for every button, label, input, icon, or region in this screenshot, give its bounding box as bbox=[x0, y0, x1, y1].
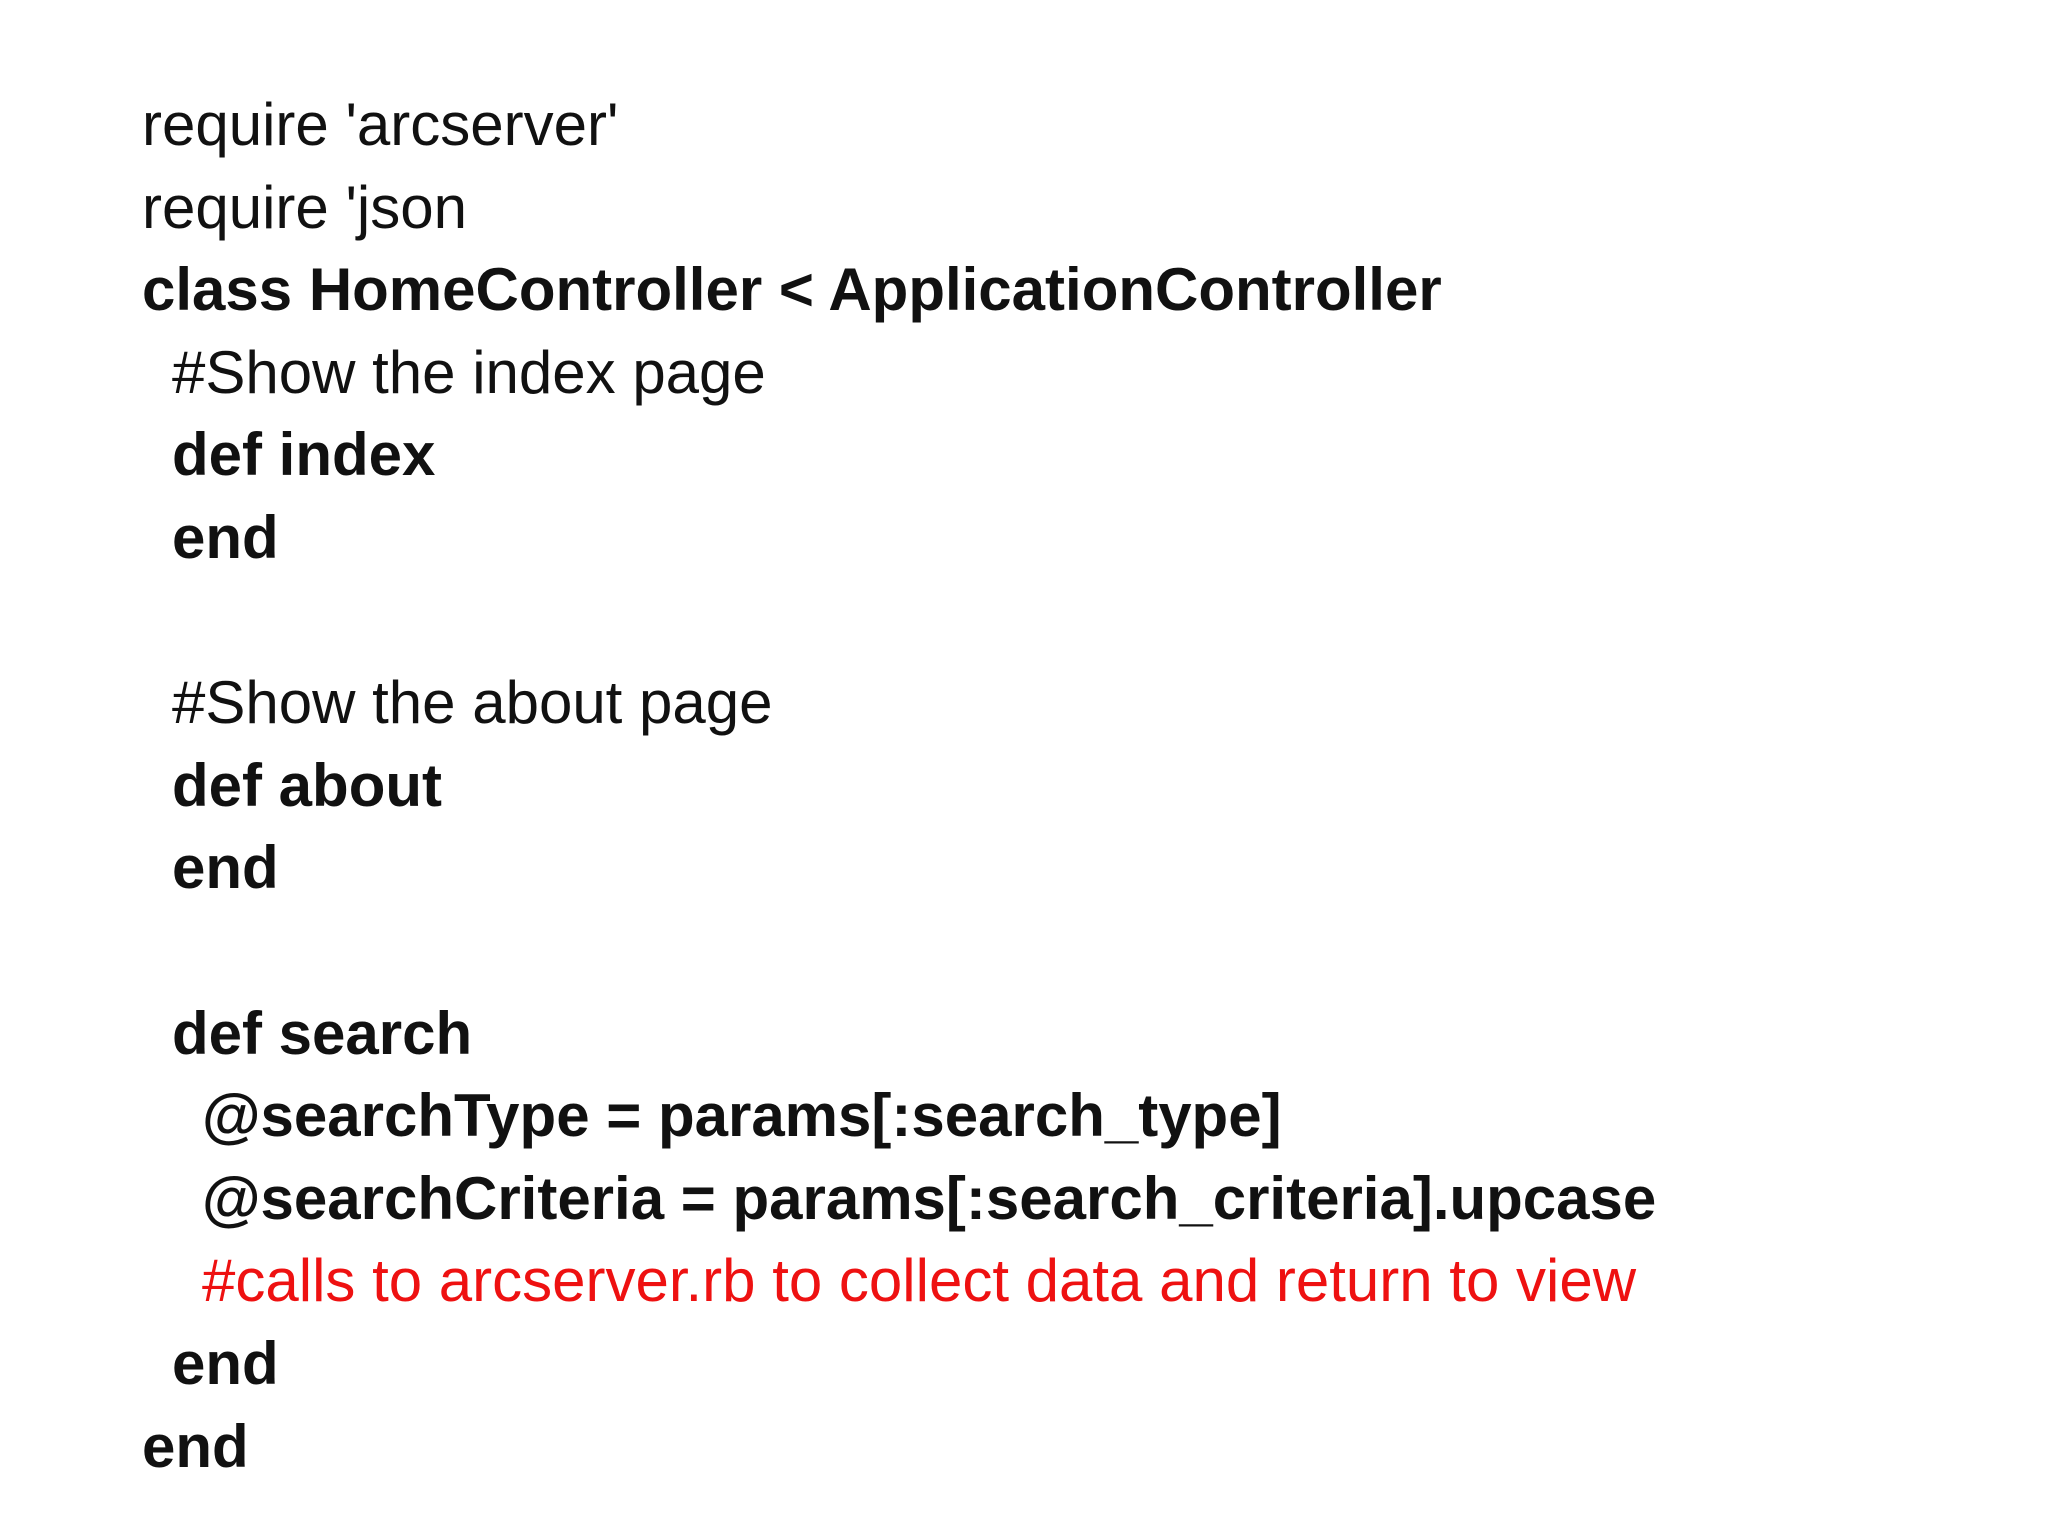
class-end-line: end bbox=[142, 1412, 249, 1480]
arcserver-comment-line: #calls to arcserver.rb to collect data and return to view bbox=[202, 1247, 1637, 1315]
require-json-line: require 'json bbox=[142, 173, 467, 241]
search-type-assignment-line: @searchType = params[:search_type] bbox=[202, 1082, 1282, 1150]
blank-line bbox=[142, 910, 2002, 993]
require-arcserver-line: require 'arcserver' bbox=[142, 91, 619, 158]
class-declaration-line: class HomeController < ApplicationController bbox=[142, 256, 1442, 324]
def-about-line: def about bbox=[172, 751, 442, 819]
def-search-line: def search bbox=[172, 999, 473, 1067]
code-block bbox=[142, 84, 2002, 1488]
def-index-line: def index bbox=[172, 421, 436, 489]
about-end-line: end bbox=[172, 834, 279, 902]
search-end-line: end bbox=[172, 1329, 279, 1397]
search-criteria-assignment-line: @searchCriteria = params[:search_criteria].upcase bbox=[202, 1164, 1657, 1232]
blank-line bbox=[142, 580, 2002, 663]
index-comment-line: #Show the index page bbox=[172, 338, 766, 406]
about-comment-line: #Show the about page bbox=[172, 669, 773, 737]
index-end-line: end bbox=[172, 503, 279, 571]
